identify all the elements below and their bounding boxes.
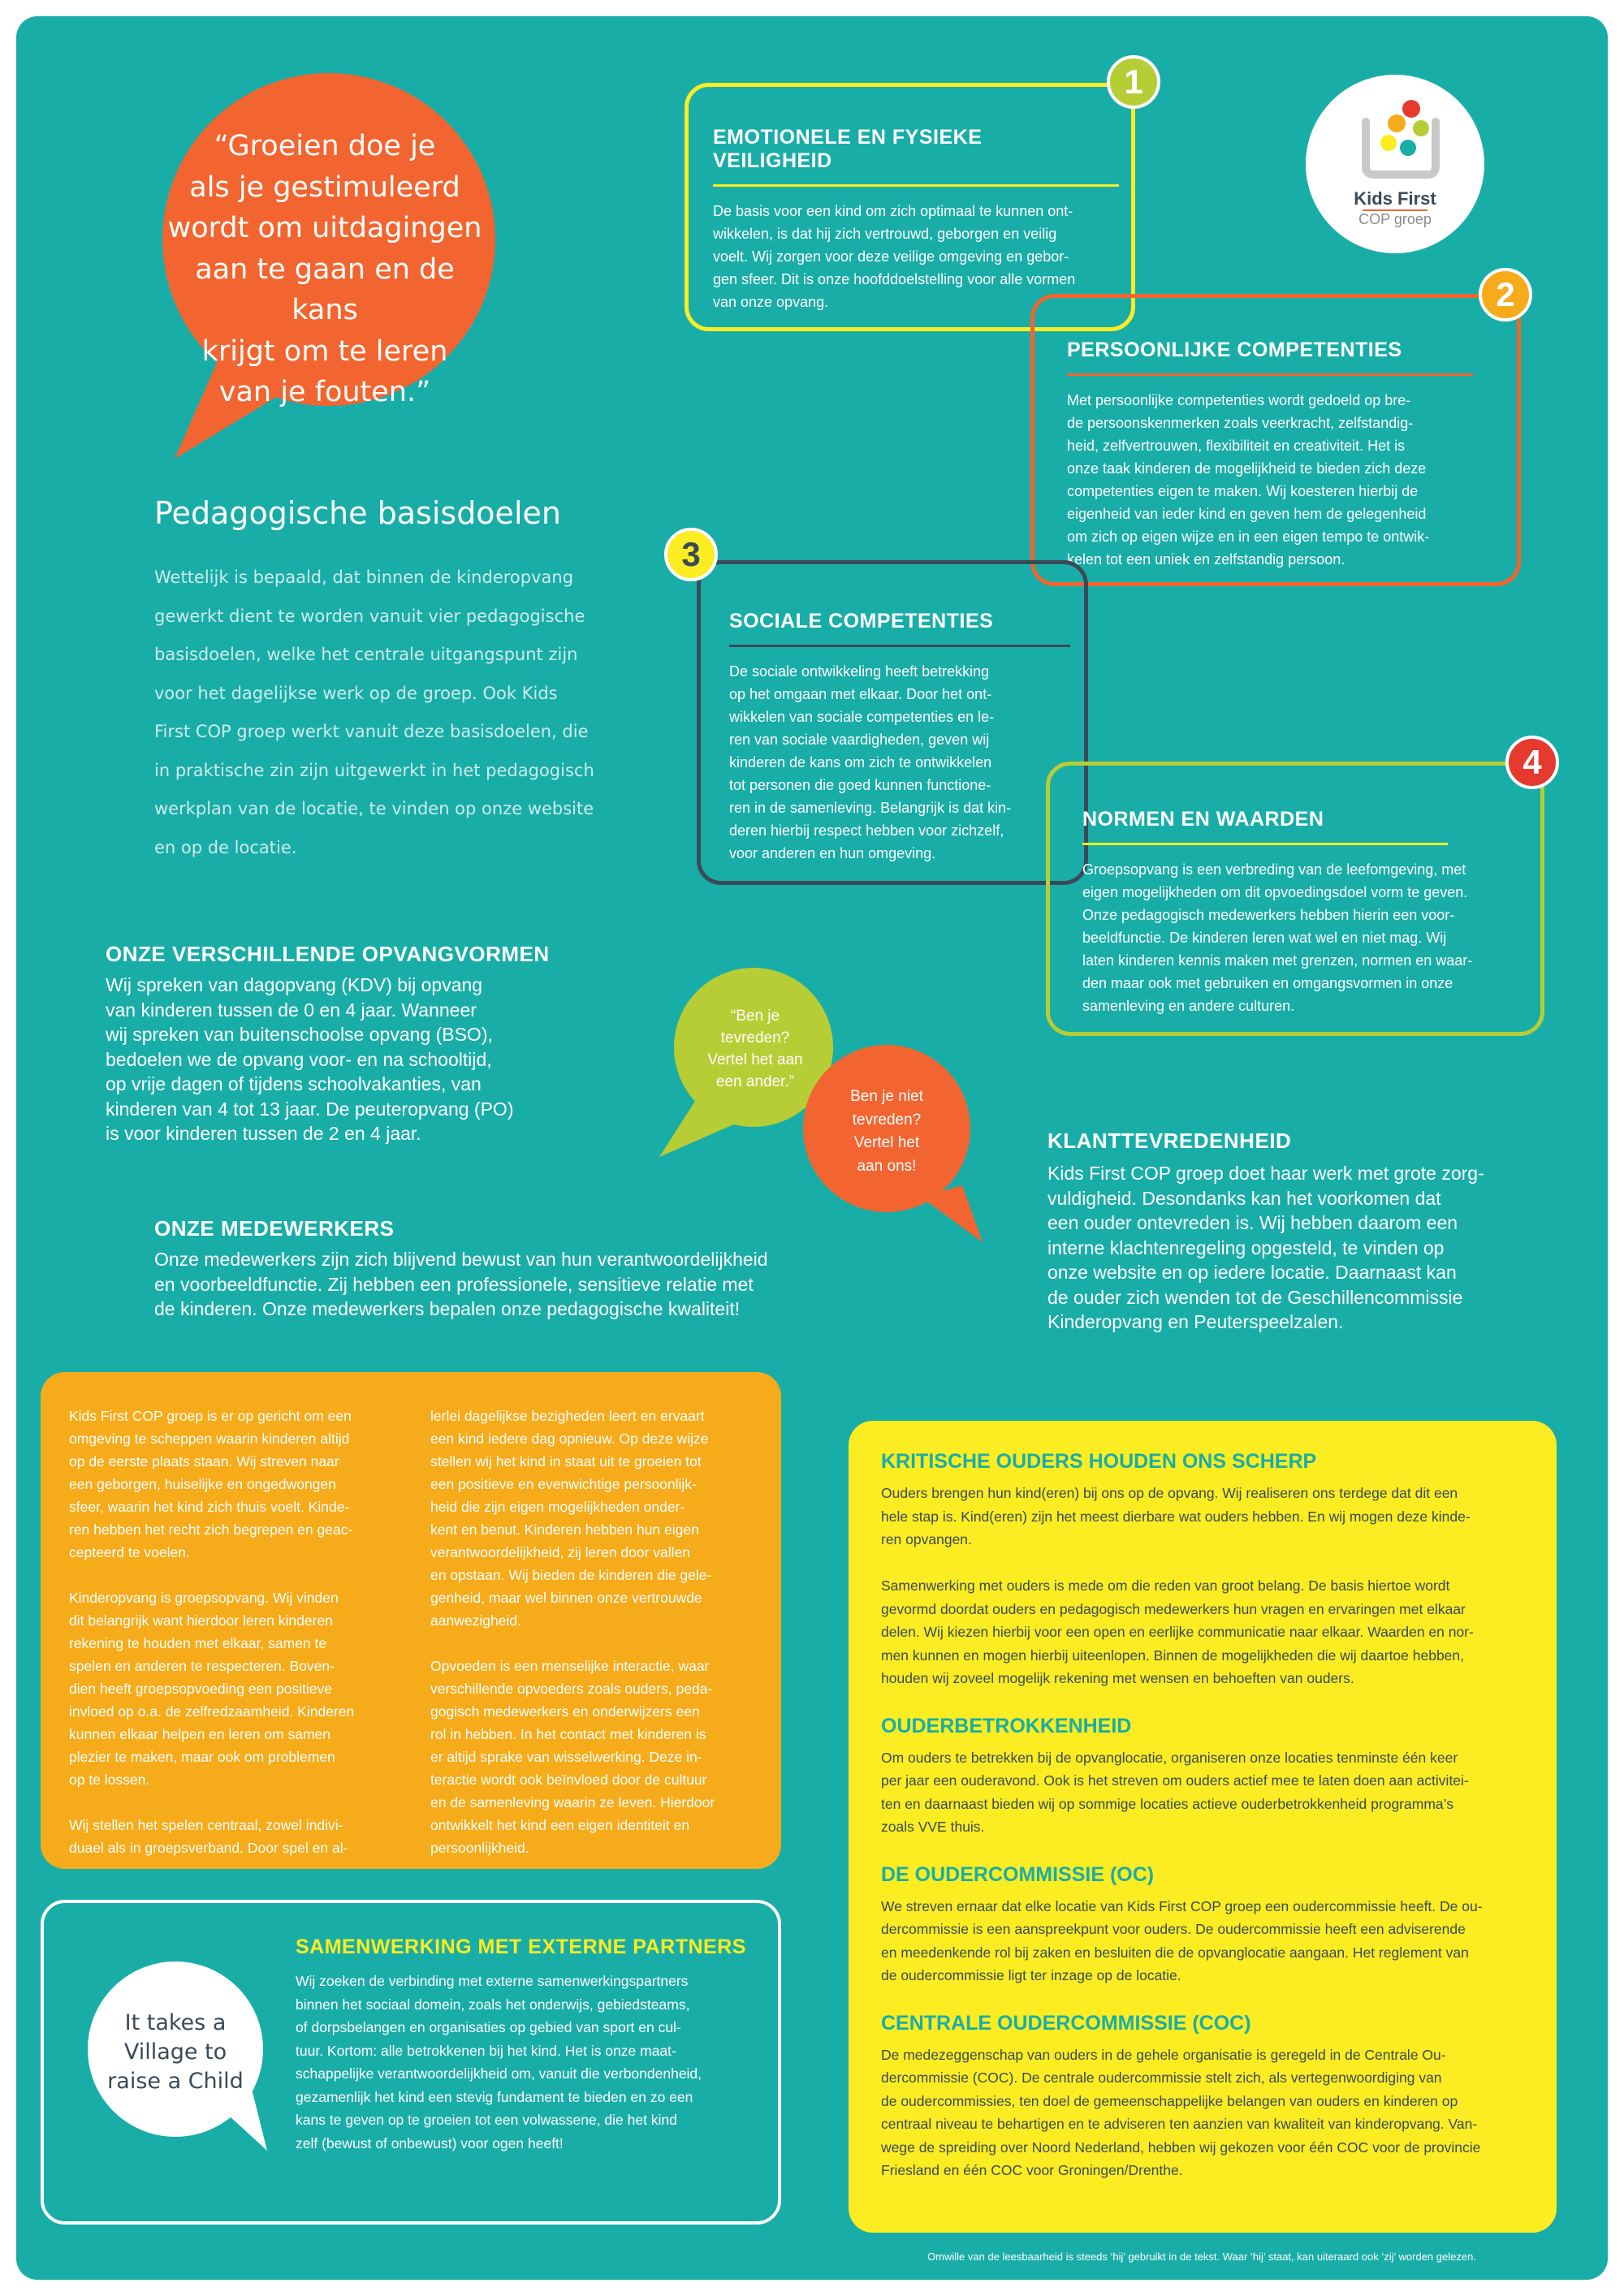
externe-partners-panel	[41, 1900, 781, 2225]
bubble-tevreden-text: “Ben je tevreden? Vertel het aan een ander.”	[707, 1008, 803, 1090]
village-bubble-text: It takes a Village to raise a Child	[107, 2010, 244, 2094]
goal-badge-4: 4	[1505, 736, 1559, 789]
goal-rule-3	[729, 645, 1070, 647]
yellow-section-title-1: KRITISCHE OUDERS HOUDEN ONS SCHERP	[881, 1450, 1317, 1473]
goal-text-3: De sociale ontwikkeling heeft betrekking op het omgaan met elkaar. Door het ont- wikkelen van sociale competenties en le- ren van sociale vaardigheden, geven wij kinderen de kans om zich te ontwikkelen tot personen die goed kunnen functione- ren in de samenleving. Belangrijk is dat kin- deren hierbij respect hebben voor zichzelf, voor anderen en hun omgeving.	[729, 663, 1012, 861]
opvangvormen-title: ONZE VERSCHILLENDE OPVANGVORMEN	[106, 942, 550, 966]
medewerkers-text: Onze medewerkers zijn zich blijvend bewust van hun verantwoordelijkheid en voorbeeldfunctie. Zij hebben een professionele, sensitieve relatie met de kinderen. Onze medewerkers bepalen onze pedagogische kwaliteit!	[154, 1249, 768, 1319]
externe-partners-title: SAMENWERKING MET EXTERNE PARTNERS	[296, 1936, 746, 1958]
basisdoelen-text: Wettelijk is bepaald, dat binnen de kinderopvang gewerkt dient te worden vanuit vier pedagogische basisdoelen, welke het centrale uitgangspunt zijn voor het dagelijkse werk op de groep. Ook Kids First COP groep werkt vanuit deze basisdoelen, die in praktische zin zijn uitgewerkt in het pedagogisch werkplan van de locatie, te vinden op onze website en op de locatie.	[154, 568, 594, 857]
yellow-section-text-3: We streven ernaar dat elke locatie van Kids First COP groep een oudercommissie heeft. De ou- dercommissie is een aanspreekpunt voor ouders. De oudercommissie heeft een adviserende en meedenkende rol bij zaken en besluiten die de opvanglocatie aangaan. Het reglement van de oudercommissie ligt ter inzage op de locatie.	[881, 1897, 1483, 1983]
medewerkers-title: ONZE MEDEWERKERS	[154, 1216, 395, 1241]
yellow-section-text-2: Om ouders te betrekken bij de opvanglocatie, organiseren onze locaties tenminste één keer per jaar een ouderavond. Ook is het streven om ouders actief mee te laten doen aan activitei- ten en daarnaast bieden wij op sommige locaties actieve ouderbetrokkenheid programma’s zoals VVE thuis.	[881, 1749, 1469, 1835]
goal-title-2: PERSOONLIJKE COMPETENTIES	[1067, 339, 1402, 361]
orange-info-panel	[41, 1372, 781, 1869]
goal-title-1: EMOTIONELE EN FYSIEKE VEILIGHEID	[713, 126, 983, 172]
yellow-ouders-panel	[849, 1421, 1557, 2233]
klanttevredenheid-text: Kids First COP groep doet haar werk met grote zorg- vuldigheid. Desondanks kan het voorkomen dat een ouder ontevreden is. Wij hebben daarom een interne klachtenregeling opgesteld, te vinden op onze website en op iedere locatie. Daarnaast kan de ouder zich wenden tot de Geschillencommissie Kinderopvang en Peuterspeelzalen.	[1047, 1163, 1484, 1332]
basisdoelen-title: Pedagogische basisdoelen	[154, 495, 561, 531]
yellow-section-title-2: OUDERBETROKKENHEID	[881, 1714, 1132, 1737]
goal-title-3: SOCIALE COMPETENTIES	[729, 610, 994, 632]
yellow-section-text-4: De medezeggenschap van ouders in de gehele organisatie is geregeld in de Centrale Ou- dercommissie (COC). De centrale oudercommissie stelt zich, als vertegenwoordiging van de oudercommissies, ten doel de gemeenschappelijke belangen van ouders en kinderen op centraal niveau te behartigen en te adviseren ten aanzien van kwaliteit van kinderopvang. Van- wege de spreiding over Noord Nederland, hebben wij gekozen voor één COC voor de provincie Friesland en één COC voor Groningen/Drenthe.	[881, 2046, 1481, 2178]
klanttevredenheid-title: KLANTTEVREDENHEID	[1047, 1129, 1292, 1153]
goal-text-2: Met persoonlijke competenties wordt gedoeld op bre- de persoonskenmerken zoals veerkracht, zelfstandig- heid, zelfvertrouwen, flexibiliteit en creativiteit. Het is onze taak kinderen de mogelijkheid te bieden zich deze competenties eigen te maken. Wij koesteren hierbij de eigenheid van ieder kind en geven hem de gelegenheid om zich op eigen wijze en in een eigen tempo te ontwik- kelen tot een uniek en zelfstandig persoon.	[1067, 392, 1430, 568]
orange-panel-col2: lerlei dagelijkse bezigheden leert en ervaart een kind iedere dag opnieuw. Op deze wijze stellen wij het kind in staat uit te groeien tot een positieve en evenwichtige persoonlijk- heid die zijn eigen mogelijkheden onder- kent en benut. Kinderen hebben hun eigen verantwoordelijkheid, zij leren door vallen en opstaan. Wij bieden de kinderen die gele- genheid, maar wel binnen onze vertrouwde aanwezigheid. Opvoeden is een menselijke interactie, waar verschillende opvoeders zoals ouders, peda- gogisch medewerkers en onderwijzers een rol in hebben. In het contact met kinderen is er altijd sprake van wisselwerking. Deze in- teractie wordt ook beïnvloed door de cultuur en de samenleving waarin ze leven. Hierdoor ontwikkelt het kind een eigen identiteit en persoonlijkheid.	[430, 1408, 715, 1856]
goal-text-4: Groepsopvang is een verbreding van de leefomgeving, met eigen mogelijkheden om dit opvoedingsdoel vorm te geven. Onze pedagogisch medewerkers hebben hierin een voor- beeldfunctie. De kinderen leren wat wel en niet mag. Wij laten kinderen kennis maken met grenzen, normen en waar- den maar ook met gebruiken en omgangsvormen in onze samenleving en andere culturen.	[1082, 861, 1473, 1014]
logo-subtitle: COP groep	[1358, 211, 1432, 227]
yellow-section-oudercommissie	[881, 1863, 1531, 1987]
poster-page	[16, 16, 1608, 2280]
goal-badge-3: 3	[664, 528, 718, 581]
orange-panel-col1: Kids First COP groep is er op gericht om een omgeving te scheppen waarin kinderen altijd op de eerste plaats staan. Wij streven naar een geborgen, huiselijke en ongedwongen sfeer, waarin het kind zich thuis voelt. Kinde- ren hebben het recht zich begrepen en geac- cepteerd te voelen. Kinderopvang is groepsopvang. Wij vinden dit belangrijk want hierdoor leren kinderen rekening te houden met elkaar, samen te spelen en anderen te respecteren. Boven- dien heeft groepsopvoeding een positieve invloed op o.a. de zelfredzaamheid. Kinderen kunnen elkaar helpen en leren om samen plezier te maken, maar ook om problemen op te lossen. Wij stellen het spelen centraal, zowel indivi- duael als in groepsverband. Door spel en al-	[69, 1408, 355, 1856]
goal-text-1: De basis voor een kind om zich optimaal te kunnen ont- wikkelen, is dat hij zich vertrouwd, geborgen en veilig voelt. Wij zorgen voor deze veilige omgeving en gebor- gen sfeer. Dit is onze hoofddoelstelling voor alle vormen van onze opvang.	[713, 203, 1076, 310]
goal-rule-1	[713, 184, 1119, 187]
goal-box-3	[697, 560, 1088, 885]
goal-badge-1: 1	[1107, 55, 1160, 109]
externe-partners-text: Wij zoeken de verbinding met externe samenwerkingspartners binnen het sociaal domein, zoals het onderwijs, gebiedsteams, of dorpsbelangen en organisaties op gebied van sport en cul- tuur. Kortom: alle betrokkenen bij het kind. Het is onze maat- schappelijke verantwoordelijkheid om, vanuit die verbondenheid, gezamenlijk het kind een stevig fundament te bieden en zo een kans te geven op te groeien tot een volwassene, die het kind zelf (bewust of onbewust) voor ogen heeft!	[296, 1973, 702, 2151]
yellow-section-title-4: CENTRALE OUDERCOMMISSIE (COC)	[881, 2011, 1251, 2035]
quote-text: “Groeien doe je als je gestimuleerd wordt om uitdagingen aan te gaan en de kans krijgt om te leren van je fouten.”	[167, 130, 482, 408]
goal-box-4	[1046, 762, 1544, 1036]
logo-mark-icon	[1356, 97, 1445, 187]
bubble-niet-tevreden-text: Ben je niet tevreden? Vertel het aan ons!	[850, 1088, 923, 1175]
goal-title-4: NORMEN EN WAARDEN	[1082, 808, 1324, 831]
opvangvormen-text: Wij spreken van dagopvang (KDV) bij opvang van kinderen tussen de 0 en 4 jaar. Wanneer wij spreken van buitenschoolse opvang (BSO), bedoelen we de opvang voor- en na schooltijd, op vrije dagen of tijdens schoolvakanties, van kinderen van 4 tot 13 jaar. De peuteropvang (PO) is voor kinderen tussen de 2 en 4 jaar.	[106, 974, 514, 1144]
yellow-section-text-1: Ouders brengen hun kind(eren) bij ons op de opvang. Wij realiseren ons terdege dat dit een hele stap is. Kind(eren) zijn het meest dierbare wat ouders hebben. En wij mogen deze kinde- ren opvangen. Samenwerking met ouders is mede om die reden van groot belang. De basis hiertoe wordt gevormd doordat ouders en pedagogisch medewerkers hun vragen en ervaringen met elkaar delen. Wij kiezen hierbij voor een open en eerlijke communicatie naar elkaar. Waarden en nor- men kunnen en mogen hierbij uiteenlopen. Binnen de mogelijkheden die wij daartoe hebben, houden wij zoveel mogelijk rekening met wensen en behoeften van ouders.	[881, 1485, 1474, 1686]
yellow-section-centrale-oudercommissie	[881, 2012, 1531, 2182]
goal-badge-2: 2	[1479, 268, 1532, 322]
yellow-section-ouderbetrokkenheid	[881, 1715, 1531, 1839]
goal-box-2	[1030, 294, 1521, 586]
logo-name: Kids First	[1354, 188, 1436, 209]
goal-rule-4	[1082, 843, 1448, 845]
kids-first-logo	[1306, 75, 1484, 253]
yellow-section-title-3: DE OUDERCOMMISSIE (OC)	[881, 1862, 1155, 1886]
footnote: Omwille van de leesbaarheid is steeds ‘hij’ gebruikt in de tekst. Waar ‘hij’ staat, kan uiteraard ook ‘zij’ worden gelezen.	[927, 2251, 1476, 2263]
yellow-section-kritische-ouders	[881, 1450, 1531, 1690]
goal-rule-2	[1067, 373, 1473, 376]
